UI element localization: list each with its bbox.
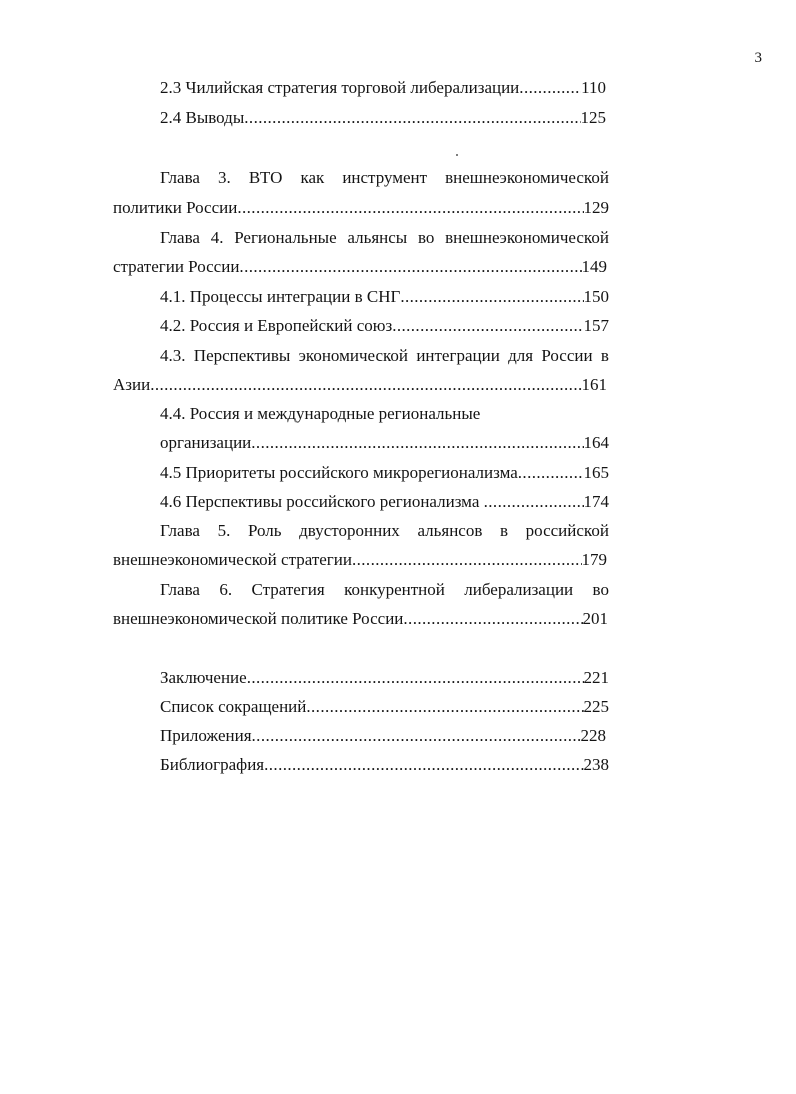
- word: России: [541, 346, 593, 365]
- word: интеграции: [416, 346, 500, 365]
- word: 4.3.: [160, 346, 186, 365]
- toc-chapter-6-line2: [113, 609, 608, 629]
- toc-entry-title: внешнеэкономической политике России: [113, 609, 404, 628]
- toc-entry-page: 201: [582, 609, 608, 628]
- toc-entry-page: 179: [581, 550, 607, 569]
- toc-entry-4-1: [160, 287, 609, 307]
- toc-entry-bibliography: [160, 755, 609, 775]
- toc-entry-page: 228: [580, 726, 606, 745]
- toc-entry-page: 164: [583, 433, 609, 452]
- word: Глава: [160, 580, 200, 599]
- toc-entry-title: 4.1. Процессы интеграции в СНГ: [160, 287, 401, 306]
- word: 5.: [217, 521, 231, 540]
- word: Стратегия: [251, 580, 325, 599]
- toc-entry-page: 110: [581, 78, 606, 97]
- word: российской: [525, 521, 609, 540]
- toc-entry-4-3-line1: [160, 346, 609, 366]
- word: альянсов: [417, 521, 483, 540]
- toc-chapter-4-line2: [113, 257, 607, 277]
- toc-entry-page: 125: [580, 108, 606, 127]
- word: Перспективы: [193, 346, 291, 365]
- toc-chapter-5-line2: [113, 550, 607, 570]
- toc-entry-appendices: [160, 726, 606, 746]
- toc-entry-title: 2.3 Чилийская стратегия торговой либерализации: [160, 78, 520, 97]
- toc-entry-title: 4.5 Приоритеты российского микрорегионализма: [160, 463, 518, 482]
- toc-entry-4-2: [160, 316, 609, 336]
- word: во: [592, 580, 609, 599]
- word: либерализации: [464, 580, 574, 599]
- toc-entry-title: Заключение: [160, 668, 247, 687]
- word: внешнеэкономической: [445, 228, 609, 247]
- toc-entry-abbreviations: [160, 697, 609, 717]
- word: как: [300, 168, 325, 187]
- stray-dot: [456, 154, 458, 156]
- toc-entry-4-4-line2: [160, 433, 609, 453]
- word: в: [600, 346, 609, 365]
- toc-chapter-3-line1: [160, 168, 609, 188]
- word: альянсы: [347, 228, 408, 247]
- word: 3.: [218, 168, 231, 187]
- page-number: 3: [754, 50, 762, 66]
- word: для: [508, 346, 534, 365]
- word: Глава: [160, 168, 200, 187]
- word: экономической: [298, 346, 409, 365]
- toc-entry-page: 149: [581, 257, 607, 276]
- toc-entry-title: 4.2. Россия и Европейский союз: [160, 316, 393, 335]
- word: конкурентной: [344, 580, 445, 599]
- toc-entry-4-5: [160, 463, 609, 483]
- toc-entry-page: 157: [583, 316, 609, 335]
- toc-chapter-3-line2: [113, 198, 609, 218]
- toc-entry-title: Библиография: [160, 755, 265, 774]
- word: Глава: [160, 521, 200, 540]
- toc-entry-4-3-line2: [113, 375, 607, 395]
- toc-chapter-6-line1: [160, 580, 609, 600]
- toc-entry-2-4: [160, 108, 606, 128]
- toc-entry-title: внешнеэкономической стратегии: [113, 550, 352, 569]
- toc-entry-title: 4.6 Перспективы российского регионализма: [160, 492, 484, 511]
- toc-chapter-4-line1: [160, 228, 609, 248]
- word: 4.: [210, 228, 224, 247]
- word: двусторонних: [299, 521, 400, 540]
- word: Глава: [160, 228, 200, 247]
- toc-entry-title: политики России: [113, 198, 238, 217]
- toc-entry-title: организации: [160, 433, 252, 452]
- toc-entry-title: Азии: [113, 375, 151, 394]
- word: Региональные: [234, 228, 337, 247]
- word: внешнеэкономической: [445, 168, 609, 187]
- toc-entry-page: 165: [583, 463, 609, 482]
- word: 6.: [219, 580, 233, 599]
- toc-entry-page: 174: [583, 492, 609, 511]
- toc-entry-4-4-line1: 4.4. Россия и международные региональные: [160, 404, 481, 423]
- word: ВТО: [248, 168, 283, 187]
- toc-entry-conclusion: [160, 668, 609, 688]
- toc-entry-page: 129: [583, 198, 609, 217]
- toc-entry-2-3: [160, 78, 606, 98]
- toc-chapter-5-line1: [160, 521, 609, 541]
- toc-entry-4-6: [160, 492, 609, 512]
- toc-entry-title: Приложения: [160, 726, 252, 745]
- toc-entry-page: 161: [581, 375, 607, 394]
- toc-entry-page: 238: [583, 755, 609, 774]
- toc-entry-page: 150: [583, 287, 609, 306]
- toc-entry-page: 221: [583, 668, 609, 687]
- word: инструмент: [342, 168, 428, 187]
- word: в: [500, 521, 509, 540]
- toc-entry-title: Список сокращений: [160, 697, 307, 716]
- word: во: [417, 228, 435, 247]
- toc-entry-title: 2.4 Выводы: [160, 108, 245, 127]
- toc-entry-page: 225: [583, 697, 609, 716]
- word: Роль: [247, 521, 282, 540]
- toc-entry-title: стратегии России: [113, 257, 240, 276]
